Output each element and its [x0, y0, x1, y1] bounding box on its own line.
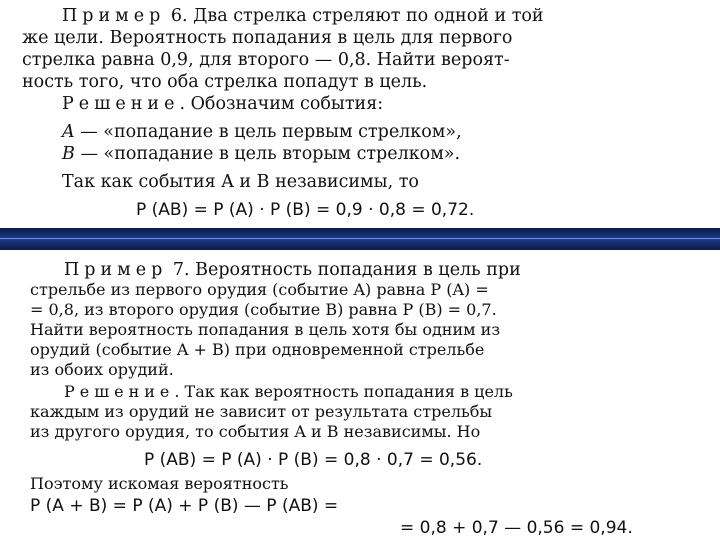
text-line: из другого орудия, то события A и B независимы. Но — [30, 422, 481, 441]
event-a-definition — [62, 122, 462, 142]
event-symbol: B — [62, 144, 75, 164]
solution-heading — [64, 382, 513, 402]
solution-heading — [62, 94, 383, 114]
text-line: 6. Два стрелка стреляют по одной и той — [165, 6, 544, 26]
scan-page-example-6 — [0, 0, 720, 228]
example-label: Пример — [62, 6, 166, 26]
text-line: — «попадание в цель вторым стрелком». — [74, 144, 461, 164]
formula: P (AB) = P (A) · P (B) = 0,8 · 0,7 = 0,56. — [144, 450, 483, 470]
text-line: . Так как вероятность попадания в цель — [174, 382, 513, 401]
example-label: Пример — [64, 260, 168, 280]
text-line: 7. Вероятность попадания в цель при — [167, 260, 521, 280]
text-line: ность того, что оба стрелка попадут в цель. — [22, 72, 428, 92]
text-line: стрелка равна 0,9, для второго — 0,8. Найти вероят- — [22, 50, 510, 70]
formula: = 0,8 + 0,7 — 0,56 = 0,94. — [400, 518, 633, 538]
formula: P (AB) = P (A) · P (B) = 0,9 · 0,8 = 0,72. — [136, 200, 475, 220]
page-divider-band — [0, 228, 720, 250]
event-b-definition — [62, 144, 460, 164]
text-line: = 0,8, из второго орудия (событие B) равна P (B) = 0,7. — [30, 300, 497, 319]
example-7-heading — [64, 260, 521, 280]
text-line: . Обозначим события: — [179, 94, 384, 114]
example-6-heading — [62, 6, 544, 26]
text-line: каждым из орудий не зависит от результата стрельбы — [30, 402, 493, 421]
text-line: из обоих орудий. — [30, 360, 174, 379]
formula: P (A + B) = P (A) + P (B) — P (AB) = — [30, 496, 339, 516]
text-line: Так как события A и B независимы, то — [62, 172, 419, 192]
text-line: — «попадание в цель первым стрелком», — [74, 122, 462, 142]
text-line: стрельбе из первого орудия (событие A) равна P (A) = — [30, 280, 489, 299]
solution-label: Решение — [62, 94, 180, 114]
text-line: орудий (событие A + B) при одновременной стрельбе — [30, 340, 485, 359]
text-line: же цели. Вероятность попадания в цель для первого — [22, 28, 513, 48]
text-line: Поэтому искомая вероятность — [30, 474, 289, 493]
event-symbol: A — [62, 122, 75, 142]
solution-label: Решение — [64, 382, 175, 401]
scan-page-example-7 — [0, 250, 720, 540]
text-line: Найти вероятность попадания в цель хотя бы одним из — [30, 320, 501, 339]
